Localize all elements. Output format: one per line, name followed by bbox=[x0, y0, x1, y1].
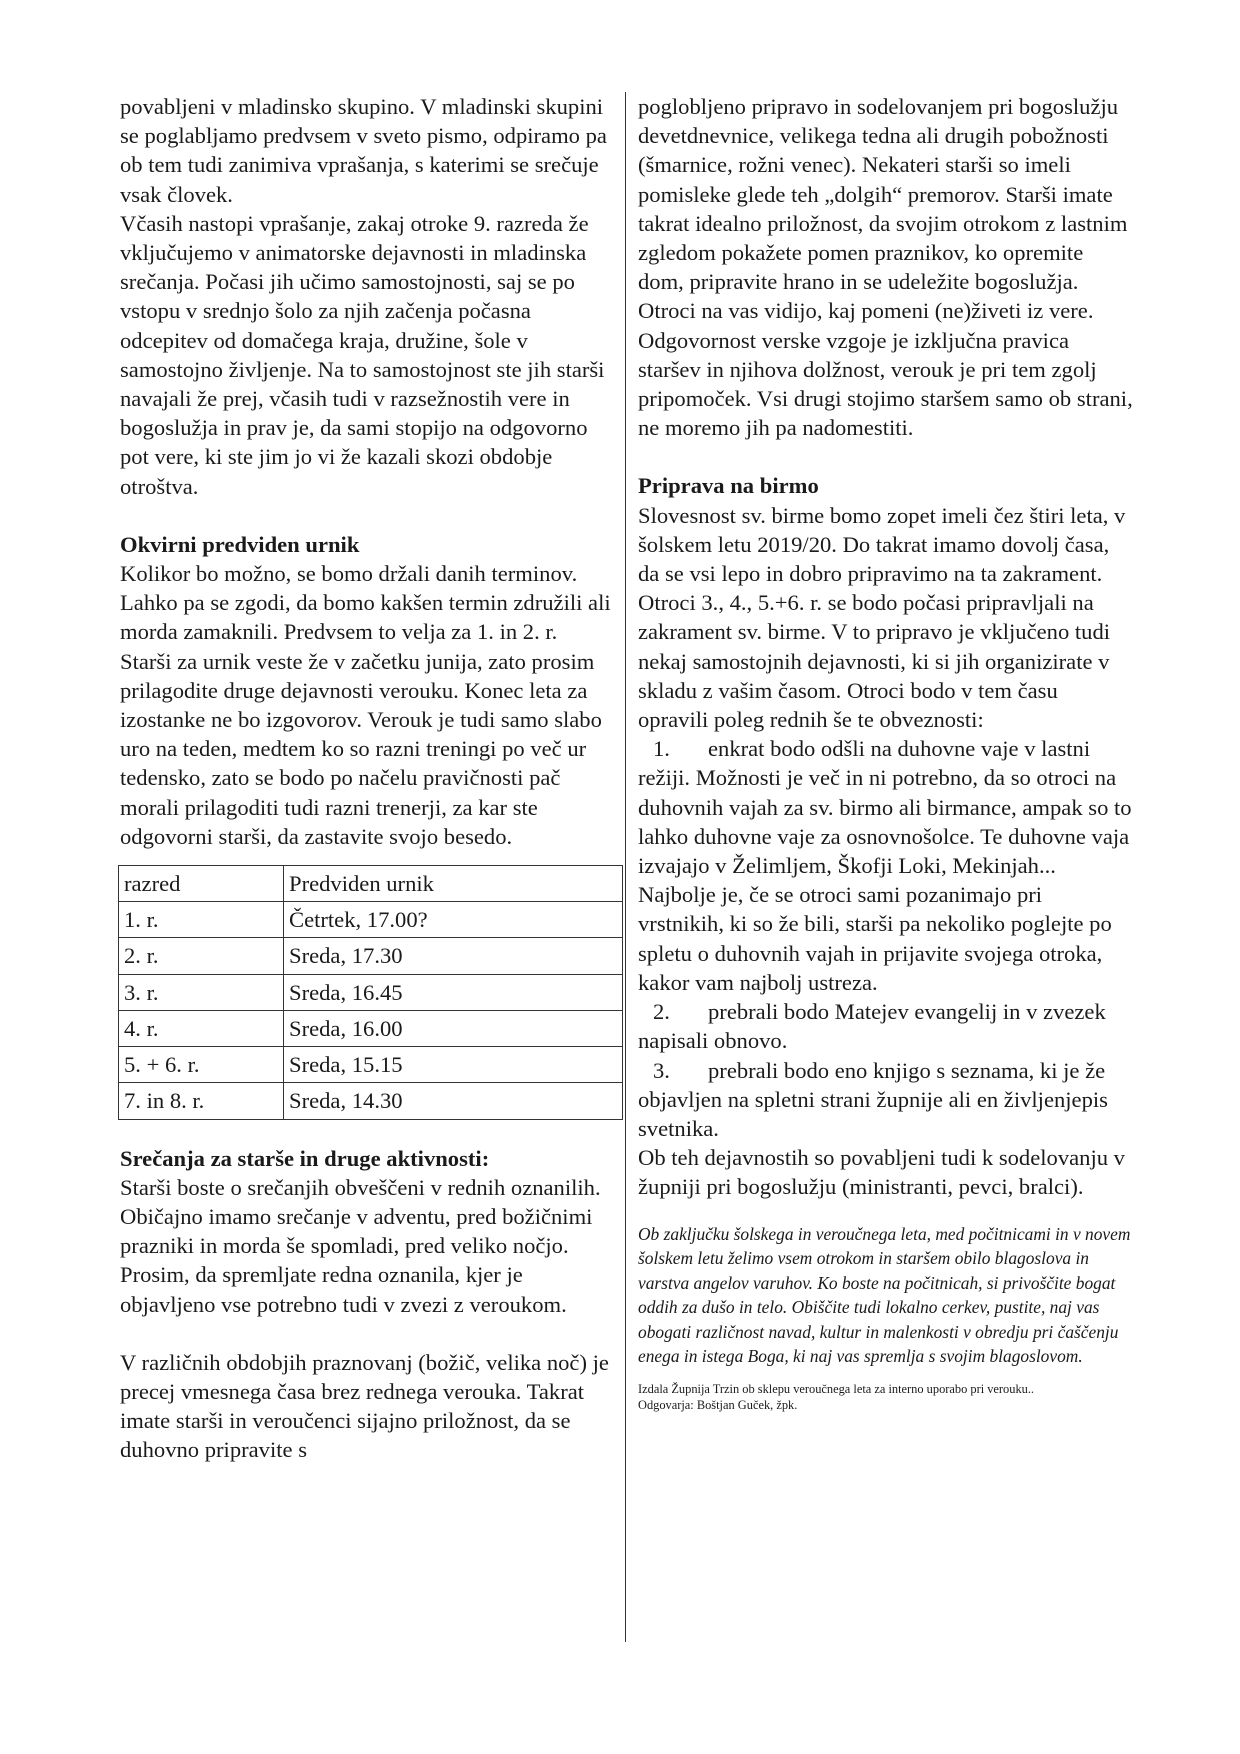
table-row bbox=[119, 1010, 623, 1046]
table-cell: 1. r. bbox=[119, 902, 284, 938]
continuation-paragraph: poglobljeno pripravo in sodelovanjem pri bogoslužju devetdnevnice, velikega tedna ali drugih pobožnosti (šmarnice, rožni venec). Nekateri starši so imeli pomisleke glede teh „dolgih“ premorov. Starši imate takrat idealno priložnost, da svojim otrokom z lastnim zgledom pokažete pomen praznikov, ko opremite dom, pripravite hrano in se udeležite bogoslužja. Otroci na vas vidijo, kaj pomeni (ne)živeti iz vere. Odgovornost verske vzgoje je izključna pravica staršev in njihova dolžnost, verouk je pri tem zgolj pripomoček. Vsi drugi stojimo staršem samo ob strani, ne moremo jih pa nadomestiti. bbox=[638, 94, 1133, 441]
meetings-heading: Srečanja za starše in druge aktivnosti: bbox=[120, 1145, 490, 1171]
table-cell: 3. r. bbox=[119, 974, 284, 1010]
list-item bbox=[638, 1056, 1133, 1144]
list-item-number: 3. bbox=[653, 1057, 670, 1083]
question-paragraph: Včasih nastopi vprašanje, zakaj otroke 9. razreda že vključujemo v animatorske dejavnosti in mladinska srečanja. Počasi jih učimo samostojnosti, saj se po vstopu v srednjo šolo za njih začenja počasna odcepitev od domačega kraja, družine, šole v samostojno življenje. Na to samostojnost ste jih starši navajali že prej, včasih tudi v razsežnostih vere in bogoslužja in prav je, da sami stopijo na odgovorno pot vere, ki ste jim jo vi že kazali skozi obdobje otroštva. bbox=[120, 210, 605, 499]
intro-paragraph: povabljeni v mladinsko skupino. V mladinski skupini se poglabljamo predvsem v sveto pismo, odpiramo pa ob tem tudi zanimiva vprašanja, s katerimi se srečuje vsak človek. bbox=[120, 94, 607, 207]
schedule-heading: Okvirni predviden urnik bbox=[120, 531, 360, 557]
after-list-paragraph: Ob teh dejavnostih so povabljeni tudi k sodelovanju v župniji pri bogoslužju (ministranti, pevci, bralci). bbox=[638, 1145, 1125, 1200]
table-cell: Četrtek, 17.00? bbox=[284, 902, 623, 938]
list-item-number: 2. bbox=[653, 999, 670, 1025]
footer-responsible: Odgovarja: Boštjan Guček, žpk. bbox=[638, 1398, 798, 1413]
confirmation-paragraph: Slovesnost sv. birme bomo zopet imeli čez štiri leta, v šolskem letu 2019/20. Do takrat imamo dovolj časa, da se vsi lepo in dobro pripravimo na ta zakrament. Otroci 3., 4., 5.+6. r. se bodo počasi pripravljali na zakrament sv. birme. V to pripravo je vključeno tudi nekaj samostojnih dejavnosti, ki si jih organizirate v skladu z vašim časom. Otroci bodo v tem času opravili poleg rednih še te obveznosti: bbox=[638, 502, 1126, 733]
right-column bbox=[638, 92, 1133, 1413]
table-row bbox=[119, 938, 623, 974]
table-cell: Sreda, 17.30 bbox=[284, 938, 623, 974]
table-header-row bbox=[119, 866, 623, 902]
table-row bbox=[119, 974, 623, 1010]
column-divider bbox=[625, 92, 626, 1642]
meetings-paragraph: Starši boste o srečanjih obveščeni v rednih oznanilih. Običajno imamo srečanje v adventu, pred božičnimi prazniki in morda še spomladi, pred veliko nočjo. Prosim, da spremljate redna oznanila, kjer je objavljeno vse potrebno tudi v zvezi z veroukom. bbox=[120, 1174, 601, 1317]
table-row bbox=[119, 1083, 623, 1119]
list-item-number: 1. bbox=[653, 736, 670, 762]
list-item bbox=[638, 997, 1133, 1055]
list-item-text: prebrali bodo Matejev evangelij in v zvezek napisali obnovo. bbox=[638, 999, 1106, 1054]
holidays-paragraph: V različnih obdobjih praznovanj (božič, velika noč) je precej vmesnega časa brez rednega verouka. Takrat imate starši in veroučenci sijajno priložnost, da se duhovno pripravite s bbox=[120, 1349, 609, 1463]
obligations-list bbox=[638, 734, 1133, 1143]
table-cell: Sreda, 16.45 bbox=[284, 974, 623, 1010]
table-cell: Sreda, 14.30 bbox=[284, 1083, 623, 1119]
left-column bbox=[120, 92, 620, 1465]
table-cell: Sreda, 15.15 bbox=[284, 1047, 623, 1083]
table-cell: Sreda, 16.00 bbox=[284, 1010, 623, 1046]
table-cell: 7. in 8. r. bbox=[119, 1083, 284, 1119]
table-cell: 5. + 6. r. bbox=[119, 1047, 284, 1083]
confirmation-heading: Priprava na birmo bbox=[638, 473, 819, 499]
schedule-table bbox=[118, 865, 623, 1119]
table-row bbox=[119, 902, 623, 938]
footer bbox=[638, 1381, 1133, 1413]
list-item-text: enkrat bodo odšli na duhovne vaje v lastni režiji. Možnosti je več in ni potrebno, da so otroci na duhovnih vajah za sv. birmo ali birmance, ampak so to lahko duhovne vaje za osnovnošolce. Te duhovne vaja izvajajo v Želimljem, Škofji Loki, Mekinjah... Najbolje je, če se otroci sami pozanimajo pri vrstnikih, ki so že bili, starši pa nekoliko poglejte po spletu o duhovnih vajah in prijavite svojega otroka, kakor vam najbolj ustreza. bbox=[638, 736, 1132, 995]
table-row bbox=[119, 1047, 623, 1083]
table-header-cell: razred bbox=[119, 866, 284, 902]
closing-wishes: Ob zaključku šolskega in veroučnega leta, med počitnicami in v novem šolskem letu želimo vsem otrokom in staršem obilo blagoslova in varstva angelov varuhov. Ko boste na počitnicah, si privoščite bogat oddih za dušo in telo. Obiščite tudi lokalno cerkev, pustite, naj vas obogati različnost navad, kultur in malenkosti v obredju pri čaščenju enega in istega Boga, ki naj vas spremlja s svojim blagoslovom. bbox=[638, 1223, 1131, 1367]
table-cell: 4. r. bbox=[119, 1010, 284, 1046]
schedule-paragraph-1: Kolikor bo možno, se bomo držali danih terminov. Lahko pa se zgodi, da bomo kakšen termin združili ali morda zamaknili. Predvsem to velja za 1. in 2. r. bbox=[120, 561, 611, 645]
footer-publisher: Izdala Župnija Trzin ob sklepu veroučnega leta za interno uporabo pri verouku.. bbox=[638, 1382, 1035, 1397]
table-header-cell: Predviden urnik bbox=[284, 866, 623, 902]
schedule-paragraph-2: Starši za urnik veste že v začetku junija, zato prosim prilagodite druge dejavnosti verouku. Konec leta za izostanke ne bo izgovorov. Verouk je tudi samo slabo uro na teden, medtem ko so razni treningi po več ur tedensko, zato se bodo po načelu pravičnosti pač morali prilagoditi tudi razni trenerji, za kar ste odgovorni starši, da zastavite svojo besedo. bbox=[120, 648, 602, 849]
list-item-text: prebrali bodo eno knjigo s seznama, ki je že objavljen na spletni strani župnije ali en življenjepis svetnika. bbox=[638, 1057, 1108, 1141]
table-cell: 2. r. bbox=[119, 938, 284, 974]
list-item bbox=[638, 734, 1133, 997]
